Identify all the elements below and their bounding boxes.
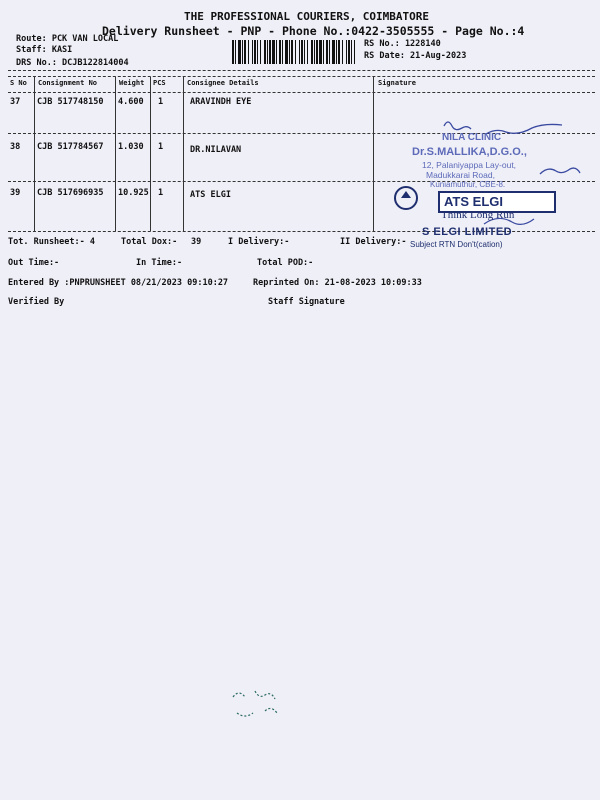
column-header-sno: S No bbox=[10, 79, 27, 87]
column-header-signature: Signature bbox=[378, 79, 416, 87]
cell-weight: 1.030 bbox=[118, 142, 144, 152]
barcode-icon bbox=[232, 40, 358, 64]
column-divider bbox=[150, 77, 151, 231]
column-divider bbox=[183, 77, 184, 231]
entered-by: Entered By :PNPRUNSHEET 08/21/2023 09:10:27 bbox=[8, 278, 229, 288]
logo-tagline: Think Long Run bbox=[441, 209, 515, 221]
i-delivery-label: I Delivery:- bbox=[228, 237, 290, 247]
cell-sno: 37 bbox=[10, 97, 21, 107]
rs-date: RS Date: 21-Aug-2023 bbox=[364, 51, 467, 61]
cell-consignment: CJB 517784567 bbox=[37, 142, 104, 152]
header-rule-top-2 bbox=[8, 76, 595, 77]
in-time-label: In Time:- bbox=[136, 258, 183, 268]
drs-number: DRS No.: DCJB122814004 bbox=[16, 58, 129, 68]
header-rule-top bbox=[8, 70, 595, 71]
column-header-consignment: Consignment No bbox=[38, 79, 98, 87]
out-time-label: Out Time:- bbox=[8, 258, 60, 268]
cell-consignee: ARAVINDH EYE bbox=[190, 97, 252, 107]
cell-pcs: 1 bbox=[158, 142, 164, 152]
cell-consignment: CJB 517696935 bbox=[37, 188, 104, 198]
header-rule-bottom bbox=[8, 92, 595, 93]
column-header-pcs: PCS bbox=[153, 79, 166, 87]
column-header-weight: Weight bbox=[119, 79, 145, 87]
company-stamp: S ELGI LIMITED bbox=[422, 226, 513, 238]
ii-delivery-label: II Delivery:- bbox=[340, 237, 407, 247]
rs-number: RS No.: 1228140 bbox=[364, 39, 441, 49]
column-divider bbox=[34, 77, 35, 231]
clinic-address-2: Madukkarai Road, bbox=[426, 170, 495, 180]
cell-pcs: 1 bbox=[158, 188, 164, 198]
total-pod-label: Total POD:- bbox=[257, 258, 314, 268]
document-title: THE PROFESSIONAL COURIERS, COIMBATORE bbox=[184, 10, 430, 23]
cell-consignee: DR.NILAVAN bbox=[190, 145, 242, 155]
cell-consignment: CJB 517748150 bbox=[37, 97, 104, 107]
cell-weight: 4.600 bbox=[118, 97, 144, 107]
ats-elgi-logo: ATS ELGI bbox=[438, 191, 556, 213]
clinic-name: NILA CLINIC bbox=[442, 132, 502, 143]
clinic-address-3: Kuniamuthur, CBE-8. bbox=[430, 180, 506, 189]
total-dox-value: 39 bbox=[191, 237, 202, 247]
reprinted-on: Reprinted On: 21-08-2023 10:09:33 bbox=[253, 278, 422, 288]
received-note: Subject RTN Don't(cation) bbox=[410, 240, 503, 249]
staff-signature-label: Staff Signature bbox=[268, 297, 345, 307]
column-divider bbox=[115, 77, 116, 231]
cell-sno: 38 bbox=[10, 142, 21, 152]
clinic-doctor: Dr.S.MALLIKA,D.G.O., bbox=[412, 146, 527, 158]
cell-weight: 10.925 bbox=[118, 188, 149, 198]
column-divider bbox=[373, 77, 374, 231]
ink-smudge bbox=[225, 685, 300, 725]
verified-by-label: Verified By bbox=[8, 297, 65, 307]
total-runsheet: Tot. Runsheet:- 4 bbox=[8, 237, 95, 247]
route-label: Route: PCK VAN LOCAL bbox=[16, 34, 119, 44]
total-dox-label: Total Dox:- bbox=[121, 237, 178, 247]
staff-label: Staff: KASI bbox=[16, 45, 73, 55]
cell-consignee: ATS ELGI bbox=[190, 190, 231, 200]
cell-sno: 39 bbox=[10, 188, 21, 198]
document-subtitle: Delivery Runsheet - PNP - Phone No.:0422-3505555 - Page No.:4 bbox=[102, 24, 525, 38]
cell-pcs: 1 bbox=[158, 97, 164, 107]
column-header-consignee: Consignee Details bbox=[187, 79, 259, 87]
clinic-address-1: 12, Palaniyappa Lay-out, bbox=[422, 160, 517, 170]
